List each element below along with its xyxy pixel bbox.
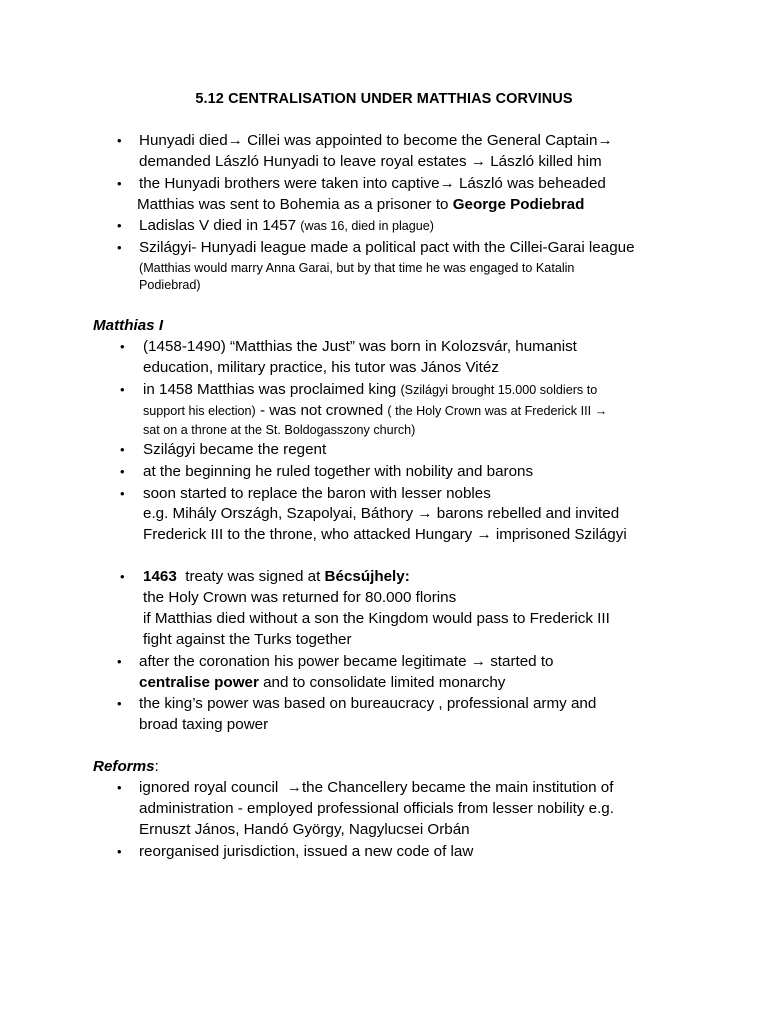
list-item-continuation: Ernuszt János, Handó György, Nagylucsei Orbán: [139, 821, 470, 838]
section-heading-matthias: Matthias I: [93, 317, 164, 334]
list-item-continuation: demanded László Hunyadi to leave royal estates → László killed him: [139, 153, 602, 170]
arrow-icon: →: [470, 153, 486, 170]
page-title: 5.12 CENTRALISATION UNDER MATTHIAS CORVINUS: [195, 91, 573, 107]
bullet-marker: •: [120, 464, 125, 479]
arrow-icon: →: [286, 779, 302, 796]
bullet-marker: •: [117, 176, 122, 191]
list-item: Ladislas V died in 1457 (was 16, died in plague): [139, 217, 434, 234]
list-item-continuation: broad taxing power: [139, 716, 269, 733]
arrow-icon: →: [597, 132, 613, 149]
list-item: the king’s power was based on bureaucracy , professional army and: [139, 695, 597, 712]
list-item-continuation: centralise power and to consolidate limited monarchy: [139, 674, 506, 691]
list-item: (1458-1490) “Matthias the Just” was born in Kolozsvár, humanist: [143, 338, 577, 355]
list-item-continuation: administration - employed professional officials from lesser nobility e.g.: [139, 800, 614, 817]
list-item: Szilágyi- Hunyadi league made a political pact with the Cillei-Garai league: [139, 239, 635, 256]
bullet-marker: •: [117, 240, 122, 255]
list-item: Hunyadi died→ Cillei was appointed to become the General Captain→: [139, 132, 613, 149]
arrow-icon: →: [476, 526, 492, 543]
list-item: ignored royal council →the Chancellery became the main institution of: [139, 779, 614, 796]
list-item: soon started to replace the baron with lesser nobles: [143, 485, 491, 502]
bullet-marker: •: [117, 696, 122, 711]
bullet-marker: •: [117, 218, 122, 233]
list-item-continuation: e.g. Mihály Országh, Szapolyai, Báthory → barons rebelled and invited: [143, 505, 620, 522]
bullet-marker: •: [120, 382, 125, 397]
arrow-icon: →: [594, 404, 608, 418]
bullet-marker: •: [117, 780, 122, 795]
list-item-continuation: education, military practice, his tutor was János Vitéz: [143, 359, 499, 376]
list-item-continuation: fight against the Turks together: [143, 631, 352, 648]
arrow-icon: →: [417, 505, 433, 522]
arrow-icon: →: [227, 132, 243, 149]
bullet-marker: •: [120, 486, 125, 501]
bullet-marker: •: [120, 569, 125, 584]
list-item: in 1458 Matthias was proclaimed king (Szilágyi brought 15.000 soldiers to: [143, 381, 598, 398]
list-item: reorganised jurisdiction, issued a new code of law: [139, 843, 474, 860]
arrow-icon: →: [439, 175, 455, 192]
list-item-continuation: Matthias was sent to Bohemia as a prisoner to George Podiebrad: [137, 196, 585, 213]
bullet-marker: •: [117, 654, 122, 669]
list-item-note: (Matthias would marry Anna Garai, but by that time he was engaged to Katalin: [139, 261, 575, 275]
list-item-continuation: support his election) - was not crowned ( the Holy Crown was at Frederick III →: [143, 402, 608, 419]
bullet-marker: •: [117, 844, 122, 859]
list-item: at the beginning he ruled together with nobility and barons: [143, 463, 534, 480]
list-item-note: sat on a throne at the St. Boldogasszony church): [143, 423, 416, 437]
arrow-icon: →: [470, 653, 486, 670]
list-item: 1463 treaty was signed at Bécsújhely:: [143, 568, 410, 585]
bullet-marker: •: [120, 339, 125, 354]
list-item: Szilágyi became the regent: [143, 441, 327, 458]
list-item: after the coronation his power became legitimate → started to: [139, 653, 554, 670]
bullet-marker: •: [117, 133, 122, 148]
list-item-note: Podiebrad): [139, 278, 201, 292]
list-item-continuation: the Holy Crown was returned for 80.000 florins: [143, 589, 457, 606]
list-item-continuation: if Matthias died without a son the Kingdom would pass to Frederick III: [143, 610, 610, 627]
list-item: the Hunyadi brothers were taken into captive→ László was beheaded: [139, 175, 606, 192]
bullet-marker: •: [120, 442, 125, 457]
section-heading-reforms: Reforms:: [93, 758, 159, 775]
list-item-continuation: Frederick III to the throne, who attacked Hungary → imprisoned Szilágyi: [143, 526, 627, 543]
